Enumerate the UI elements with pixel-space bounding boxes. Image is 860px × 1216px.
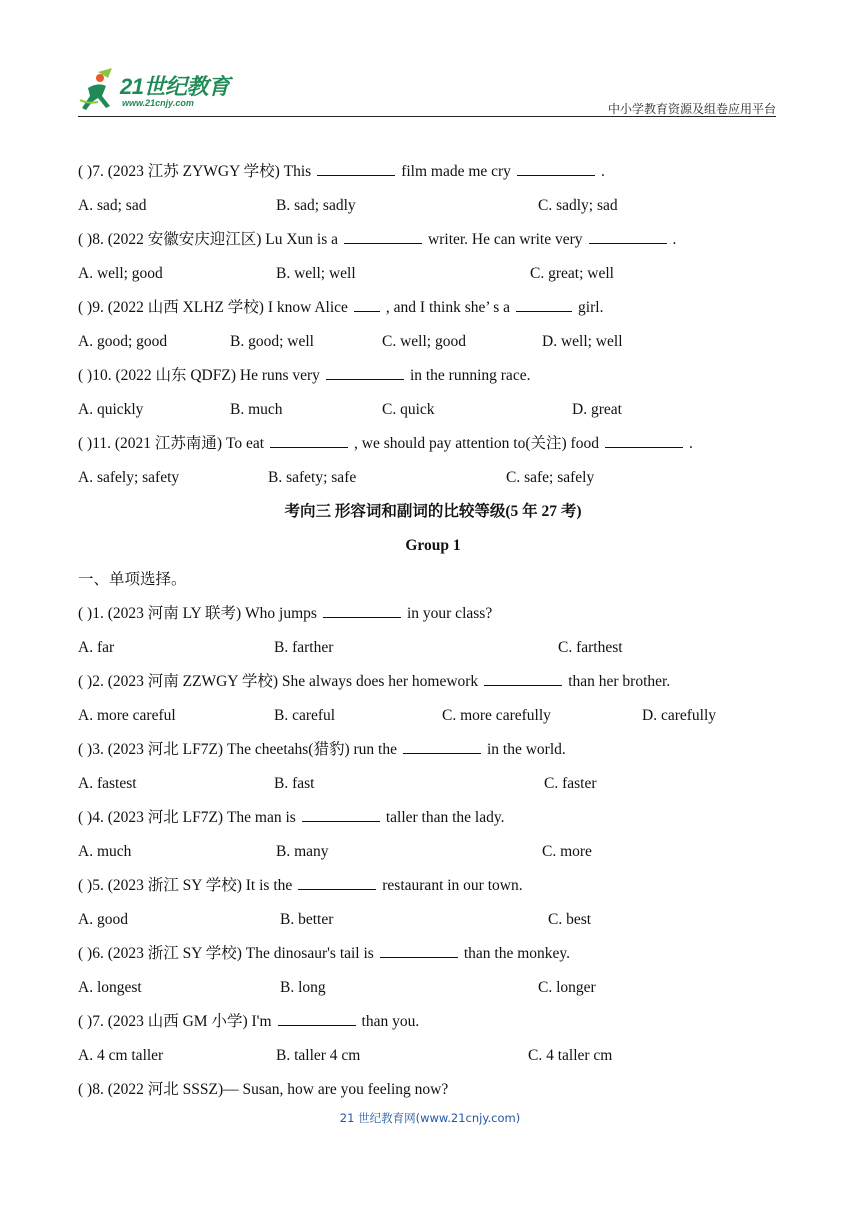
answer-blank[interactable] <box>589 227 667 244</box>
option-c[interactable]: C. sadly; sad <box>538 197 618 214</box>
option-c[interactable]: C. well; good <box>382 333 466 350</box>
part-title: 一、单项选择。 <box>78 571 187 588</box>
answer-blank[interactable] <box>270 431 348 448</box>
question-stem: ( )11. (2021 江苏南通) To eat , we should pay attention to(关注) food . <box>78 430 788 464</box>
option-b[interactable]: B. fast <box>274 775 315 792</box>
answer-blank[interactable] <box>302 805 380 822</box>
question-stem: ( )5. (2023 浙江 SY 学校) It is the restaurant in our town. <box>78 872 788 906</box>
option-c[interactable]: C. safe; safely <box>506 469 595 486</box>
question-stem: ( )4. (2023 河北 LF7Z) The man is taller than the lady. <box>78 804 788 838</box>
option-b[interactable]: B. safety; safe <box>268 469 357 486</box>
platform-tagline: 中小学教育资源及组卷应用平台 <box>607 102 776 116</box>
option-d[interactable]: D. well; well <box>542 333 623 350</box>
option-b[interactable]: B. taller 4 cm <box>276 1047 361 1064</box>
options-row <box>78 974 788 1008</box>
option-b[interactable]: B. farther <box>274 639 334 656</box>
option-a[interactable]: A. more careful <box>78 707 176 724</box>
question-stem: ( )8. (2022 河北 SSSZ)— Susan, how are you feeling now? <box>78 1081 449 1098</box>
answer-blank[interactable] <box>605 431 683 448</box>
answer-blank[interactable] <box>317 159 395 176</box>
option-a[interactable]: A. much <box>78 843 132 860</box>
question-stem: ( )9. (2022 山西 XLHZ 学校) I know Alice , and I think she’ s a girl. <box>78 294 788 328</box>
runner-logo-icon <box>78 66 122 114</box>
question-stem: ( )2. (2023 河南 ZZWGY 学校) She always does her homework than her brother. <box>78 668 788 702</box>
answer-blank[interactable] <box>326 363 404 380</box>
options-row <box>78 1042 788 1076</box>
options-row <box>78 770 788 804</box>
question-stem: ( )7. (2023 山西 GM 小学) I'm than you. <box>78 1008 788 1042</box>
option-c[interactable]: C. best <box>548 911 592 928</box>
option-d[interactable]: D. carefully <box>642 707 717 724</box>
option-b[interactable]: B. long <box>280 979 326 996</box>
answer-blank[interactable] <box>517 159 595 176</box>
options-row <box>78 260 788 294</box>
question-stem: ( )7. (2023 江苏 ZYWGY 学校) This film made me cry . <box>78 158 788 192</box>
logo-text: 21世纪教育 <box>120 74 230 99</box>
option-a[interactable]: A. good <box>78 911 128 928</box>
option-a[interactable]: A. far <box>78 639 115 656</box>
group-title: Group 1 <box>405 537 461 554</box>
option-b[interactable]: B. well; well <box>276 265 356 282</box>
page-header <box>78 64 776 118</box>
answer-blank[interactable] <box>344 227 422 244</box>
option-b[interactable]: B. better <box>280 911 334 928</box>
option-a[interactable]: A. good; good <box>78 333 168 350</box>
header-divider <box>78 116 776 117</box>
options-row <box>78 396 788 430</box>
question-stem: ( )3. (2023 河北 LF7Z) The cheetahs(猎豹) run the in the world. <box>78 736 788 770</box>
answer-blank[interactable] <box>298 873 376 890</box>
answer-blank[interactable] <box>354 295 380 312</box>
option-c[interactable]: C. more carefully <box>442 707 551 724</box>
site-logo <box>78 66 278 114</box>
option-c[interactable]: C. farthest <box>558 639 623 656</box>
answer-blank[interactable] <box>380 941 458 958</box>
option-a[interactable]: A. fastest <box>78 775 137 792</box>
option-b[interactable]: B. many <box>276 843 329 860</box>
option-c[interactable]: C. longer <box>538 979 596 996</box>
answer-blank[interactable] <box>484 669 562 686</box>
question-stem: ( )8. (2022 安徽安庆迎江区) Lu Xun is a writer. He can write very . <box>78 226 788 260</box>
option-d[interactable]: D. great <box>572 401 622 418</box>
section-title: 考向三 形容词和副词的比较等级(5 年 27 考) <box>284 503 582 520</box>
option-c[interactable]: C. faster <box>544 775 597 792</box>
option-c[interactable]: C. great; well <box>530 265 614 282</box>
option-a[interactable]: A. longest <box>78 979 142 996</box>
answer-blank[interactable] <box>323 601 401 618</box>
option-a[interactable]: A. sad; sad <box>78 197 147 214</box>
answer-blank[interactable] <box>278 1009 356 1026</box>
option-b[interactable]: B. careful <box>274 707 336 724</box>
options-row <box>78 328 788 362</box>
option-b[interactable]: B. much <box>230 401 283 418</box>
answer-blank[interactable] <box>403 737 481 754</box>
option-a[interactable]: A. safely; safety <box>78 469 180 486</box>
question-stem: ( )6. (2023 浙江 SY 学校) The dinosaur's tail is than the monkey. <box>78 940 788 974</box>
option-a[interactable]: A. well; good <box>78 265 163 282</box>
logo-url: www.21cnjy.com <box>122 98 194 108</box>
option-a[interactable]: A. 4 cm taller <box>78 1047 164 1064</box>
option-b[interactable]: B. sad; sadly <box>276 197 356 214</box>
option-a[interactable]: A. quickly <box>78 401 144 418</box>
option-c[interactable]: C. more <box>542 843 592 860</box>
option-c[interactable]: C. quick <box>382 401 435 418</box>
question-stem: ( )1. (2023 河南 LY 联考) Who jumps in your class? <box>78 600 788 634</box>
options-row <box>78 702 788 736</box>
option-b[interactable]: B. good; well <box>230 333 314 350</box>
options-row <box>78 634 788 668</box>
answer-blank[interactable] <box>516 295 572 312</box>
option-c[interactable]: C. 4 taller cm <box>528 1047 613 1064</box>
questions-body <box>78 158 788 1110</box>
options-row <box>78 464 788 498</box>
page-footer: 21 世纪教育网(www.21cnjy.com) <box>339 1111 521 1125</box>
question-stem: ( )10. (2022 山东 QDFZ) He runs very in the running race. <box>78 362 788 396</box>
options-row <box>78 192 788 226</box>
options-row <box>78 906 788 940</box>
options-row <box>78 838 788 872</box>
